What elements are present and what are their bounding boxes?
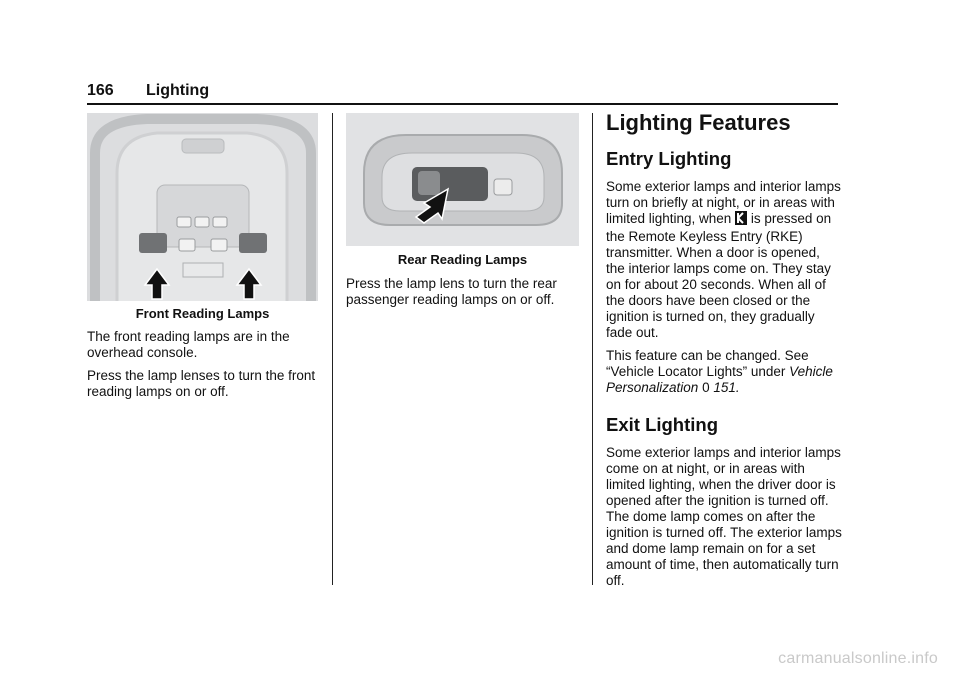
paragraph: The front reading lamps are in the overhead console. [87,329,290,360]
subheading-entry-lighting: Entry Lighting [606,148,732,169]
page-number: 166 [87,82,114,99]
column-divider [592,113,593,585]
middle-column-text [346,276,582,308]
paragraph-text: This feature can be changed. See “Vehicle Locator Lights” under [606,348,809,379]
right-column [606,110,846,589]
entry-lighting-paragraph [606,179,842,341]
rear-reading-lamps-figure [346,113,579,246]
header-rule [87,103,838,105]
chapter-heading: Lighting Features [606,110,791,135]
paragraph: Press the lamp lens to turn the rear passenger reading lamps on or off. [346,276,557,307]
section-title: Lighting [146,82,210,99]
figure-caption: Front Reading Lamps [135,306,270,321]
watermark: carmanualsonline.info [778,650,938,667]
front-reading-lamps-figure [87,113,318,301]
paragraph-text: is pressed on the Remote Keyless Entry (RKE) transmitter. When a door is opened, the interior lamps come on. They stay on for about 20 seconds. When all of the doors have been closed or the ignition is turned on, they gradually fade out. [606,211,832,340]
subheading-exit-lighting: Exit Lighting [606,414,719,435]
page-reference-symbol: 0 [702,380,710,395]
page-reference[interactable]: 151. [713,380,740,395]
key-fob-unlock-icon [735,211,747,229]
cross-reference-link[interactable]: Vehicle Personalization [606,364,833,395]
paragraph: Press the lamp lenses to turn the front reading lamps on or off. [87,368,316,399]
entry-lighting-note [606,348,842,396]
paragraph-text: Some exterior lamps and interior lamps turn on briefly at night, or in areas with limited lighting, when [606,179,841,226]
figure-caption: Rear Reading Lamps [397,252,528,267]
column-divider [332,113,333,585]
left-column-text [87,329,323,400]
exit-lighting-paragraph: Some exterior lamps and interior lamps come on at night, or in areas with limited lighting, when the driver door is opened after the ignition is turned off. The dome lamp comes on after the ignition is turned off. The exterior lamps and dome lamp remain on for a set amount of time, then automatically turn off. [606,445,842,588]
